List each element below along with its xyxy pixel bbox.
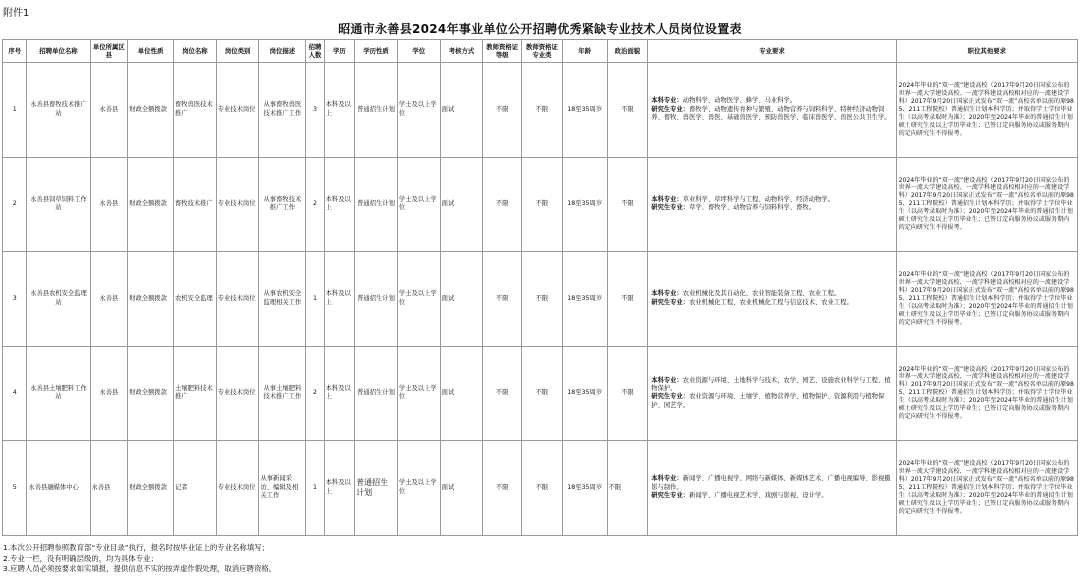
age-range: 18至35周岁	[562, 346, 607, 441]
header-cell: 单位所属区县	[90, 40, 128, 63]
post-category: 专业技术岗位	[216, 157, 259, 252]
education-type: 普通招生计划	[355, 157, 398, 252]
unit-name: 永善县融媒体中心	[27, 441, 90, 536]
education: 本科及以上	[324, 157, 355, 252]
postgrad-major-label: 研究生专业：	[651, 298, 690, 306]
cert-level: 不限	[483, 441, 522, 536]
education: 本科及以上	[324, 252, 355, 347]
cert-major: 不限	[522, 346, 563, 441]
postgrad-majors: 新闻学、广播电视艺术学、戏剧与影视、设计学。	[689, 491, 828, 499]
other-requirements: 2024年毕业的“双一流”建设高校（2017年9月20日国家公布的世界一流大学建设高校、一流学科建设高校相对应的一流建设学科）2017年9月20日国家正式发布“双一流”高校名单以前的原985、211工程院校）普通招生计划本科学历；并取得学士学位毕业生（以高考录取时为准）；2020年至2024年毕业的普通招生计划硕士研究生及以上学历毕业生；已签订定向服务协议或服务期内的定向研究生不得报考。	[896, 157, 1077, 252]
major-requirements	[648, 157, 896, 252]
post-name: 农机安全监理	[173, 252, 216, 347]
document-title: 昭通市永善县2024年事业单位公开招聘优秀紧缺专业技术人员岗位设置表	[338, 22, 742, 36]
undergrad-major-label: 本科专业：	[651, 195, 683, 203]
age-range: 18至35周岁	[562, 441, 607, 536]
post-category: 专业技术岗位	[216, 441, 259, 536]
cert-level: 不限	[483, 157, 522, 252]
positions-table	[2, 39, 1078, 536]
header-cell: 岗位类别	[216, 40, 259, 63]
hire-count: 2	[306, 157, 324, 252]
postgrad-major-label: 研究生专业：	[651, 393, 690, 401]
county: 永善县	[90, 441, 128, 536]
row-number: 1	[3, 63, 27, 158]
other-requirements: 2024年毕业的“双一流”建设高校（2017年9月20日国家公布的世界一流大学建设高校、一流学科建设高校相对应的一流建设学科）2017年9月20日国家正式发布“双一流”高校名单以前的原985、211工程院校）普通招生计划本科学历；并取得学士学位毕业生（以高考录取时为准）；2020年至2024年毕业的普通招生计划硕士研究生及以上学历毕业生；已签订定向服务协议或服务期内的定向研究生不得报考。	[896, 63, 1077, 158]
post-category: 专业技术岗位	[216, 63, 259, 158]
postgrad-major-label: 研究生专业：	[651, 204, 690, 212]
post-name: 记者	[173, 441, 216, 536]
header-cell: 学历性质	[355, 40, 398, 63]
header-cell: 年龄	[562, 40, 607, 63]
exam-method: 面试	[440, 252, 483, 347]
county: 永善县	[90, 346, 128, 441]
post-name: 土壤肥料技术推广	[173, 346, 216, 441]
education-type: 普通招生计划	[355, 346, 398, 441]
political-status: 不限	[607, 441, 648, 536]
post-description: 从事畜牧兽医技术推广工作	[259, 63, 306, 158]
undergrad-major-label: 本科专业：	[651, 97, 683, 105]
unit-name: 永善县土壤肥料工作站	[27, 346, 90, 441]
table-row	[3, 252, 1078, 347]
exam-method: 面试	[440, 63, 483, 158]
unit-name: 永善县饲草饲料工作站	[27, 157, 90, 252]
footnote: 2.专业一栏，没有明确层级的，均为具体专业；	[3, 553, 158, 563]
header-cell: 招聘单位名称	[27, 40, 90, 63]
header-cell: 招聘人数	[306, 40, 324, 63]
cert-major: 不限	[522, 63, 563, 158]
row-number: 3	[3, 252, 27, 347]
undergrad-majors: 新闻学、广播电视学、网络与新媒体、新媒体艺术、广播电视编导、影视摄影与制作。	[651, 475, 891, 491]
education-type: 普通招生计划	[355, 441, 398, 536]
header-cell: 岗位名称	[173, 40, 216, 63]
education: 本科及以上	[324, 63, 355, 158]
unit-nature: 财政全额拨款	[128, 441, 174, 536]
political-status: 不限	[607, 157, 648, 252]
unit-name: 永善县农机安全监理站	[27, 252, 90, 347]
footnote: 3.应聘人员必须按要求如实填报，提供信息不实的按弄虚作假处理，取消应聘资格。	[3, 564, 277, 573]
cert-level: 不限	[483, 63, 522, 158]
postgrad-majors: 农业机械化工程、农业机械化工程与信息技术、农业工程。	[689, 298, 853, 306]
political-status: 不限	[607, 252, 648, 347]
unit-nature: 财政全额拨款	[128, 252, 174, 347]
header-cell: 考核方式	[440, 40, 483, 63]
hire-count: 1	[306, 252, 324, 347]
unit-nature: 财政全额拨款	[128, 63, 174, 158]
unit-nature: 财政全额拨款	[128, 157, 174, 252]
age-range: 18至35周岁	[562, 157, 607, 252]
cert-level: 不限	[483, 346, 522, 441]
political-status: 不限	[607, 63, 648, 158]
unit-name: 永善县畜牧技术推广站	[27, 63, 90, 158]
post-description: 从事新闻采访、编辑及相关工作	[259, 441, 306, 536]
other-requirements: 2024年毕业的“双一流”建设高校（2017年9月20日国家公布的世界一流大学建设高校、一流学科建设高校相对应的一流建设学科）2017年9月20日国家正式发布“双一流”高校名单以前的原985、211工程院校）普通招生计划本科学历；并取得学士学位毕业生（以高考录取时为准）；2020年至2024年毕业的普通招生计划硕士研究生及以上学历毕业生；已签订定向服务协议或服务期内的定向研究生不得报考。	[896, 252, 1077, 347]
degree: 学士及以上学位	[397, 346, 440, 441]
major-requirements	[648, 63, 896, 158]
age-range: 18至35周岁	[562, 63, 607, 158]
header-cell: 政治面貌	[607, 40, 648, 63]
unit-nature: 财政全额拨款	[128, 346, 174, 441]
hire-count: 1	[306, 441, 324, 536]
table-header-row	[3, 40, 1078, 63]
other-requirements: 2024年毕业的“双一流”建设高校（2017年9月20日国家公布的世界一流大学建设高校、一流学科建设高校相对应的一流建设学科）2017年9月20日国家正式发布“双一流”高校名单以前的原985、211工程院校）普通招生计划本科学历；并取得学士学位毕业生（以高考录取时为准）；2020年至2024年毕业的普通招生计划硕士研究生及以上学历毕业生；已签订定向服务协议或服务期内的定向研究生不得报考。	[896, 441, 1077, 536]
undergrad-major-label: 本科专业：	[651, 290, 683, 298]
table-row	[3, 157, 1078, 252]
cert-major: 不限	[522, 252, 563, 347]
post-description: 从事农机安全监理相关工作	[259, 252, 306, 347]
header-cell: 教师资格证专业类	[522, 40, 563, 63]
row-number: 5	[3, 441, 27, 536]
undergrad-majors: 农业机械化及其自动化、农业智能装备工程、农业工程。	[682, 290, 841, 298]
footnotes	[3, 543, 276, 575]
postgrad-majors: 农业资源与环境、土壤学、植物营养学、植物保护、资源利用与植物保护、园艺学。	[651, 393, 885, 409]
hire-count: 2	[306, 346, 324, 441]
post-name: 畜牧兽医技术推广	[173, 63, 216, 158]
header-cell: 职位其他要求	[896, 40, 1077, 63]
cert-major: 不限	[522, 441, 563, 536]
county: 永善县	[90, 252, 128, 347]
postgrad-majors: 草学、畜牧学、动物营养与饲料科学、畜牧。	[689, 204, 815, 212]
major-requirements	[648, 252, 896, 347]
header-cell: 专业要求	[648, 40, 896, 63]
exam-method: 面试	[440, 157, 483, 252]
header-cell: 学位	[397, 40, 440, 63]
age-range: 18至35周岁	[562, 252, 607, 347]
row-number: 4	[3, 346, 27, 441]
header-cell: 教师资格证等级	[483, 40, 522, 63]
cert-level: 不限	[483, 252, 522, 347]
post-name: 畜牧技术推广	[173, 157, 216, 252]
education-type: 普通招生计划	[355, 252, 398, 347]
education-type: 普通招生计划	[355, 63, 398, 158]
degree: 学士及以上学位	[397, 441, 440, 536]
degree: 学士及以上学位	[397, 63, 440, 158]
header-cell: 岗位描述	[259, 40, 306, 63]
degree: 学士及以上学位	[397, 252, 440, 347]
header-cell: 单位性质	[128, 40, 174, 63]
table-row	[3, 346, 1078, 441]
major-requirements	[648, 346, 896, 441]
other-requirements: 2024年毕业的“双一流”建设高校（2017年9月20日国家公布的世界一流大学建设高校、一流学科建设高校相对应的一流建设学科）2017年9月20日国家正式发布“双一流”高校名单以前的原985、211工程院校）普通招生计划本科学历；并取得学士学位毕业生（以高考录取时为准）；2020年至2024年毕业的普通招生计划硕士研究生及以上学历毕业生；已签订定向服务协议或服务期内的定向研究生不得报考。	[896, 346, 1077, 441]
postgrad-major-label: 研究生专业：	[651, 105, 690, 113]
undergrad-majors: 农业资源与环境、土地科学与技术、农学、园艺、设施农业科学与工程、植物保护。	[651, 376, 891, 392]
post-description: 从事土壤肥料技术推广工作	[259, 346, 306, 441]
header-cell: 序号	[3, 40, 27, 63]
header-cell: 学历	[324, 40, 355, 63]
undergrad-majors: 动物科学、动物医学、蜂学、马业科学。	[682, 97, 797, 105]
education: 本科及以上	[324, 441, 355, 536]
post-description: 从事畜牧技术推广工作	[259, 157, 306, 252]
cert-major: 不限	[522, 157, 563, 252]
attachment-label: 附件1	[3, 8, 30, 19]
undergrad-major-label: 本科专业：	[651, 475, 683, 483]
county: 永善县	[90, 157, 128, 252]
undergrad-majors: 草业科学、草坪科学与工程、动物科学、经济动物学。	[682, 195, 834, 203]
table-row	[3, 63, 1078, 158]
degree: 学士及以上学位	[397, 157, 440, 252]
education: 本科及以上	[324, 346, 355, 441]
exam-method: 面试	[440, 441, 483, 536]
post-category: 专业技术岗位	[216, 346, 259, 441]
table-row	[3, 441, 1078, 536]
postgrad-majors: 畜牧学、动物遗传育种与繁殖、动物营养与饲料科学、特种经济动物饲养、畜牧、兽医学、兽医、基础兽医学、预防兽医学、临床兽医学、兽医公共卫生学。	[651, 105, 891, 121]
exam-method: 面试	[440, 346, 483, 441]
county: 永善县	[90, 63, 128, 158]
row-number: 2	[3, 157, 27, 252]
hire-count: 3	[306, 63, 324, 158]
political-status: 不限	[607, 346, 648, 441]
postgrad-major-label: 研究生专业：	[651, 491, 690, 499]
major-requirements	[648, 441, 896, 536]
post-category: 专业技术岗位	[216, 252, 259, 347]
footnote: 1.本次公开招聘参照教育部“专业目录”执行，报名时按毕业证上的专业名称填写；	[3, 543, 269, 552]
undergrad-major-label: 本科专业：	[651, 376, 683, 384]
